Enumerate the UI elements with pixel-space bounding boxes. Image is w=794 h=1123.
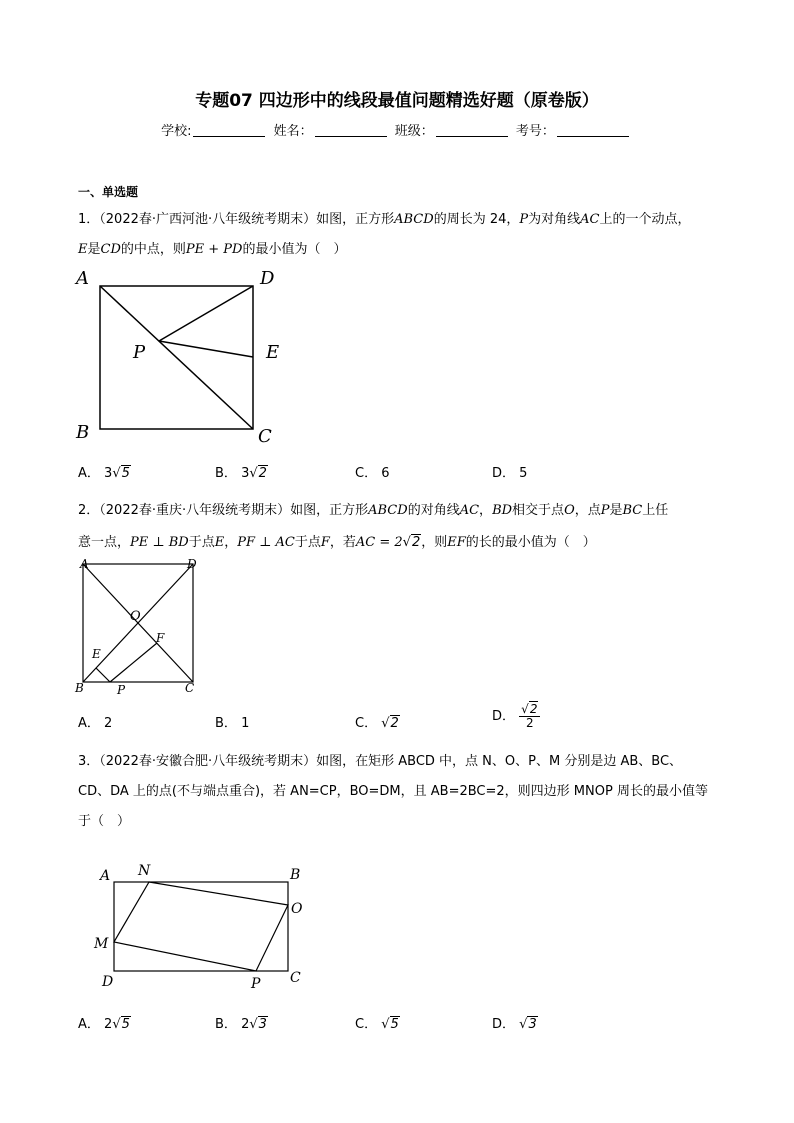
q1-label-e: E [266, 342, 280, 363]
q2-bd: BD [492, 503, 513, 518]
name-blank[interactable] [315, 124, 387, 137]
q2-label-a: A [80, 557, 89, 571]
class-blank[interactable] [436, 124, 508, 137]
q2-text: 的对角线 [407, 503, 460, 518]
q3-figure [88, 858, 318, 993]
q2-ac: AC [459, 503, 480, 518]
q2-line2 [78, 531, 596, 550]
q1-cd: CD [100, 242, 121, 257]
q3-label-p: P [251, 976, 261, 992]
choice-radicand: 5 [390, 1017, 399, 1032]
choice-value: 6 [381, 466, 390, 481]
q2-choice-d[interactable] [492, 703, 540, 730]
class-label: 班级： [394, 124, 434, 139]
q3-label-n: N [138, 863, 151, 879]
q1-figure [70, 262, 300, 452]
q2-label-d: D [187, 557, 197, 571]
q2-text: 的长的最小值为（ ） [465, 535, 596, 550]
sqrt-icon: √2 [402, 535, 421, 550]
q1-line1 [78, 208, 691, 227]
q3-line1: 3．（2022春·安徽合肥·八年级统考期末）如图，在矩形 ABCD 中，点 N、O、P、M 分别是边 AB、BC、 [78, 754, 683, 769]
q2-bc: BC [622, 503, 643, 518]
sqrt-icon: √3 [249, 1017, 267, 1032]
q1-choice-c[interactable] [355, 462, 390, 481]
choice-letter: A． [78, 716, 100, 731]
q2-text: 于点 [188, 535, 215, 550]
q2-text: ， [479, 503, 493, 518]
choice-radicand: 2 [258, 466, 267, 481]
q1-abcd: ABCD [394, 212, 434, 227]
q2-text: 意一点， [78, 535, 131, 550]
choice-value: 5 [519, 466, 528, 481]
q2-label-b: B [75, 681, 84, 695]
q2-text: ，点 [574, 503, 601, 518]
q1-label-c: C [258, 426, 272, 447]
choice-letter: A． [78, 1017, 100, 1032]
q1-label-a: A [76, 268, 89, 289]
q1-text: 的最小值为（ ） [242, 242, 347, 257]
fraction [519, 703, 540, 730]
choice-letter: B． [215, 1017, 237, 1032]
fraction-numerator [519, 703, 540, 717]
q2-label-c: C [185, 681, 195, 695]
q2-text: 是 [609, 503, 623, 518]
q3-choice-a[interactable] [78, 1013, 131, 1032]
q2-abcd: ABCD [368, 503, 408, 518]
q2-ef: EF [447, 535, 466, 550]
q1-p: P [519, 212, 529, 227]
q1-choice-b[interactable] [215, 462, 268, 481]
sqrt-icon: √2 [381, 716, 399, 731]
q1-label-d: D [260, 268, 275, 289]
choice-value: 2 [104, 716, 113, 731]
q2-label-e: E [92, 647, 101, 661]
q3-choice-b[interactable] [215, 1013, 268, 1032]
q2-label-o: O [130, 609, 141, 624]
choice-value: 1 [241, 716, 250, 731]
sqrt-icon: √5 [112, 466, 130, 481]
choice-radicand: 3 [528, 1017, 537, 1032]
q2-line1 [78, 499, 668, 518]
q2-pf-ac: PF ⊥ AC [237, 535, 295, 550]
choice-letter: C． [355, 1017, 378, 1032]
q1-label-p: P [133, 342, 146, 363]
sqrt-icon: √2 [521, 702, 538, 716]
q3-choice-d[interactable] [492, 1013, 538, 1032]
choice-coef: 3 [241, 466, 250, 481]
q2-text: 相交于点 [512, 503, 565, 518]
q3-choice-c[interactable] [355, 1013, 400, 1032]
choice-radicand: 5 [121, 466, 130, 481]
choice-letter: D． [492, 466, 516, 481]
q2-segment-pf [110, 643, 157, 682]
q2-ac-radicand: 2 [411, 535, 421, 550]
sqrt-icon: √5 [112, 1017, 130, 1032]
choice-radicand: 2 [390, 716, 399, 731]
q2-text: 于点 [294, 535, 321, 550]
choice-letter: B． [215, 716, 237, 731]
q1-label-b: B [76, 422, 90, 443]
q2-f: F [320, 535, 330, 550]
section-title: 一、单选题 [78, 185, 139, 199]
q2-text: 上任 [642, 503, 669, 518]
q3-line3: 于（ ） [78, 814, 131, 829]
student-info-line [0, 120, 794, 139]
school-label: 学校: [161, 124, 192, 139]
choice-coef: 3 [104, 466, 113, 481]
q3-quadrilateral-mnop [114, 882, 288, 971]
q2-choice-b[interactable] [215, 712, 249, 731]
q1-line2 [78, 238, 347, 257]
q2-o: O [564, 503, 575, 518]
q2-label-p: P [117, 683, 126, 697]
choice-letter: B． [215, 466, 237, 481]
choice-letter: C． [355, 466, 378, 481]
q2-e: E [214, 535, 225, 550]
q1-choice-d[interactable] [492, 462, 527, 481]
q1-text: 1．（2022春·广西河池·八年级统考期末）如图，正方形 [78, 212, 395, 227]
q1-text: 的中点，则 [120, 242, 186, 257]
q3-line2: CD、DA 上的点(不与端点重合)，若 AN=CP，BO=DM，且 AB=2BC=2，则四边形 MNOP 周长的最小值等 [78, 784, 708, 799]
q1-ac: AC [580, 212, 600, 227]
q3-label-b: B [290, 867, 301, 883]
exam-no-blank[interactable] [557, 124, 629, 137]
sqrt-icon: √5 [381, 1017, 399, 1032]
q2-text: 2．（2022春·重庆·八年级统考期末）如图，正方形 [78, 503, 369, 518]
choice-radicand: 3 [258, 1017, 267, 1032]
q1-text: 上的一个动点， [599, 212, 691, 227]
choice-radicand: 2 [529, 702, 538, 716]
q3-label-c: C [290, 970, 301, 986]
q1-segment-pd [159, 286, 253, 341]
school-blank[interactable] [193, 124, 265, 137]
choice-letter: C． [355, 716, 378, 731]
q3-label-d: D [102, 974, 114, 990]
choice-letter: D． [492, 709, 516, 725]
sqrt-icon: √2 [249, 466, 267, 481]
q2-p: P [600, 503, 610, 518]
q2-label-f: F [156, 631, 165, 645]
q2-text: ，则 [421, 535, 448, 550]
fraction-denominator: 2 [525, 716, 534, 731]
q1-choice-a[interactable] [78, 462, 131, 481]
q2-choice-a[interactable] [78, 712, 112, 731]
q1-expr: PE + PD [185, 242, 243, 257]
choice-coef: 2 [241, 1017, 250, 1032]
q1-text: 的周长为 24， [433, 212, 520, 227]
choice-letter: A． [78, 466, 100, 481]
q2-text: ，若 [329, 535, 356, 550]
name-label: 姓名： [273, 124, 313, 139]
choice-radicand: 5 [121, 1017, 130, 1032]
q3-label-a: A [100, 868, 111, 884]
page-title: 专题07 四边形中的线段最值问题精选好题（原卷版） [195, 91, 599, 111]
q3-label-m: M [94, 936, 109, 952]
q1-text: 为对角线 [528, 212, 581, 227]
q2-pe-bd: PE ⊥ BD [130, 535, 189, 550]
q1-diagonal-ac [100, 286, 253, 429]
q3-label-o: O [291, 901, 303, 917]
q2-choice-c[interactable] [355, 712, 400, 731]
q2-figure [70, 554, 210, 700]
choice-coef: 2 [104, 1017, 113, 1032]
q1-e: E [78, 242, 88, 257]
q2-segment-pe [96, 668, 110, 682]
q2-text: ， [224, 535, 238, 550]
choice-letter: D． [492, 1017, 516, 1032]
sqrt-icon: √3 [519, 1017, 537, 1032]
q1-text: 是 [87, 242, 101, 257]
q2-ac-eq: AC = 2 [355, 535, 403, 550]
exam-no-label: 考号： [515, 124, 555, 139]
